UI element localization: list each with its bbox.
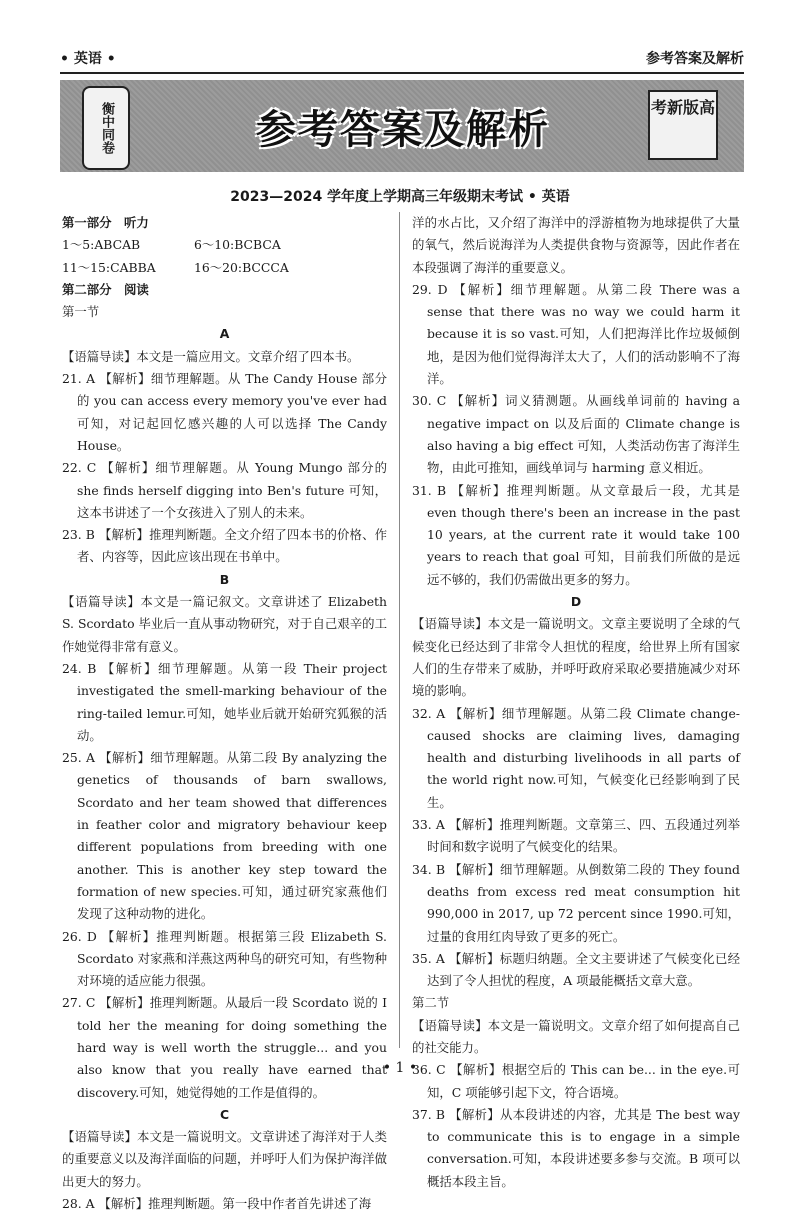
column-divider [399,212,400,1048]
part2-heading: 第二部分 阅读 [62,281,149,297]
brand-seal: 衡中同卷 [82,86,130,170]
header-rule [60,72,744,74]
page-number: • 1 • [382,1060,418,1076]
banner-title: 参考答案及解析 [256,107,550,153]
answer-explanation: 28. A 【解析】推理判断题。第一段中作者首先讲述了海 [62,1196,372,1212]
answer-explanation: 30. C 【解析】词义猜测题。从画线单词前的 having a negative impact on 以及后面的 Climate change is also having a big effect 可知，人类活动伤害了海洋生物，由此可推知，画线单词与 harming 意义相近。 [412,393,740,476]
answer-explanation: 25. A 【解析】细节理解题。从第二段 By analyzing the genetics of thousands of barn swallows, Scordato and her team showed that differences in feather color and migratory behaviour keep different populations from breeding with one another. This is another key step toward the formation of new species.可知，通过研究家燕他们发现了这种动物的进化。 [62,750,387,922]
passage-label-c: C [219,1106,230,1122]
passage-label-d: D [570,594,582,610]
answer-explanation: 34. B 【解析】细节理解题。从倒数第二段的 They found deaths from excess red meat consumption hit 990,000 in 2017, up 72 percent since 1990.可知，过量的食用红肉导致了更多的死亡。 [412,861,740,944]
passage-intro: 【语篇导读】本文是一篇说明文。文章介绍了如何提高自己的社交能力。 [412,1017,740,1055]
answer-explanation: 29. D 【解析】细节理解题。从第二段 There was a sense that there was no way we could harm it because it is so vast.可知，人们把海洋比作垃圾倾倒地，是因为他们觉得海洋太大了，人们的活动影响不了海洋。 [412,281,740,387]
answer-explanation: 23. B 【解析】推理判断题。全文介绍了四本书的价格、作者、内容等，因此应该出现在书单中。 [62,527,387,565]
exam-title: 2023—2024 学年度上学期高三年级期末考试 • 英语 [230,189,570,205]
passage-intro: 【语篇导读】本文是一篇说明文。文章主要说明了全球的气候变化已经达到了非常令人担忧的程度，给世界上所有国家人们的生存带来了威胁，并呼吁政府采取必要措施减少对环境的影响。 [412,616,740,699]
answer-explanation: 32. A 【解析】细节理解题。从第二段 Climate change-caused shocks are claiming lives, damaging health and disturbing livelihoods in all parts of the world right now.可知，气候变化已经影响到了民生。 [412,705,740,810]
answer-explanation: 21. A 【解析】细节理解题。从 The Candy House 部分的 you can access every memory you've ever had 可知，对记起回忆感兴趣的人可以选择 The Candy House。 [62,371,387,453]
answer-explanation: 37. B 【解析】从本段讲述的内容，尤其是 The best way to communicate this is to engage in a simple conversation.可知，本段讲述要多参与交流。B 项可以概括本段主旨。 [412,1106,740,1189]
header-right-title: 参考答案及解析 [646,51,744,67]
section-label: 第一节 [62,304,100,320]
answer-explanation: 24. B 【解析】细节理解题。从第一段 Their project investigated the smell-marking behaviour of the ring-tailed lemur.可知，她毕业后就开始研究狐猴的活动。 [62,660,387,743]
right-column [412,212,740,1193]
passage-intro: 【语篇导读】本文是一篇记叙文。文章讲述了 Elizabeth S. Scordato 毕业后一直从事动物研究，对于自己艰辛的工作她觉得非常有意义。 [62,594,387,654]
passage-label-a: A [219,326,230,342]
passage-intro: 【语篇导读】本文是一篇说明文。文章讲述了海洋对于人类的重要意义以及海洋面临的问题，并呼吁人们为保护海洋做出更大的努力。 [62,1129,387,1189]
answer-explanation: 26. D 【解析】推理判断题。根据第三段 Elizabeth S. Scordato 对家燕和洋燕这两种鸟的研究可知，有些物种对环境的适应能力很强。 [62,928,387,989]
answer-row: 11～15:CABBA 16～20:BCCCA [62,259,289,275]
subject-label: • 英语 • [60,51,116,67]
page-header [60,48,744,70]
answer-row: 1～5:ABCAB 6～10:BCBCA [62,237,281,253]
answer-explanation: 31. B 【解析】推理判断题。从文章最后一段，尤其是 even though there's been an increase in the past 10 years, at the current rate it would take 100 years to reach that goal 可知，目前我们所做的是远远不够的，我们仍需做出更多的努力。 [412,482,740,587]
passage-intro: 【语篇导读】本文是一篇应用文。文章介绍了四本书。 [62,348,360,364]
section-label: 第二节 [412,995,450,1011]
answer-explanation: 27. C 【解析】推理判断题。从最后一段 Scordato 说的 I told her the meaning for doing something the hard way is well worth the struggle... and you also know that you really have earned that discovery.可知，她觉得她的工作是值得的。 [62,995,387,1100]
title-banner [60,80,744,172]
passage-label-b: B [219,571,230,587]
answer-explanation-continued: 洋的水占比，又介绍了海洋中的浮游植物为地球提供了大量的氧气，然后说海洋为人类提供食物与资源等，因此作者在本段强调了海洋的重要意义。 [412,215,740,275]
answer-explanation: 33. A 【解析】推理判断题。文章第三、四、五段通过列举时间和数字说明了气候变化的结果。 [412,817,740,855]
new-edition-stamp: 考新版高 [648,90,718,160]
answer-explanation: 36. C 【解析】根据空后的 This can be... in the eye.可知，C 项能够引起下文，符合语境。 [412,1062,740,1100]
answer-explanation: 22. C 【解析】细节理解题。从 Young Mungo 部分的 she finds herself digging into Ben's future 可知，这本书讲述了一个女孩进入了别人的未来。 [62,460,387,520]
answer-explanation: 35. A 【解析】标题归纳题。全文主要讲述了气候变化已经达到了令人担忧的程度，A 项最能概括文章大意。 [412,950,740,989]
part1-heading: 第一部分 听力 [62,215,149,230]
